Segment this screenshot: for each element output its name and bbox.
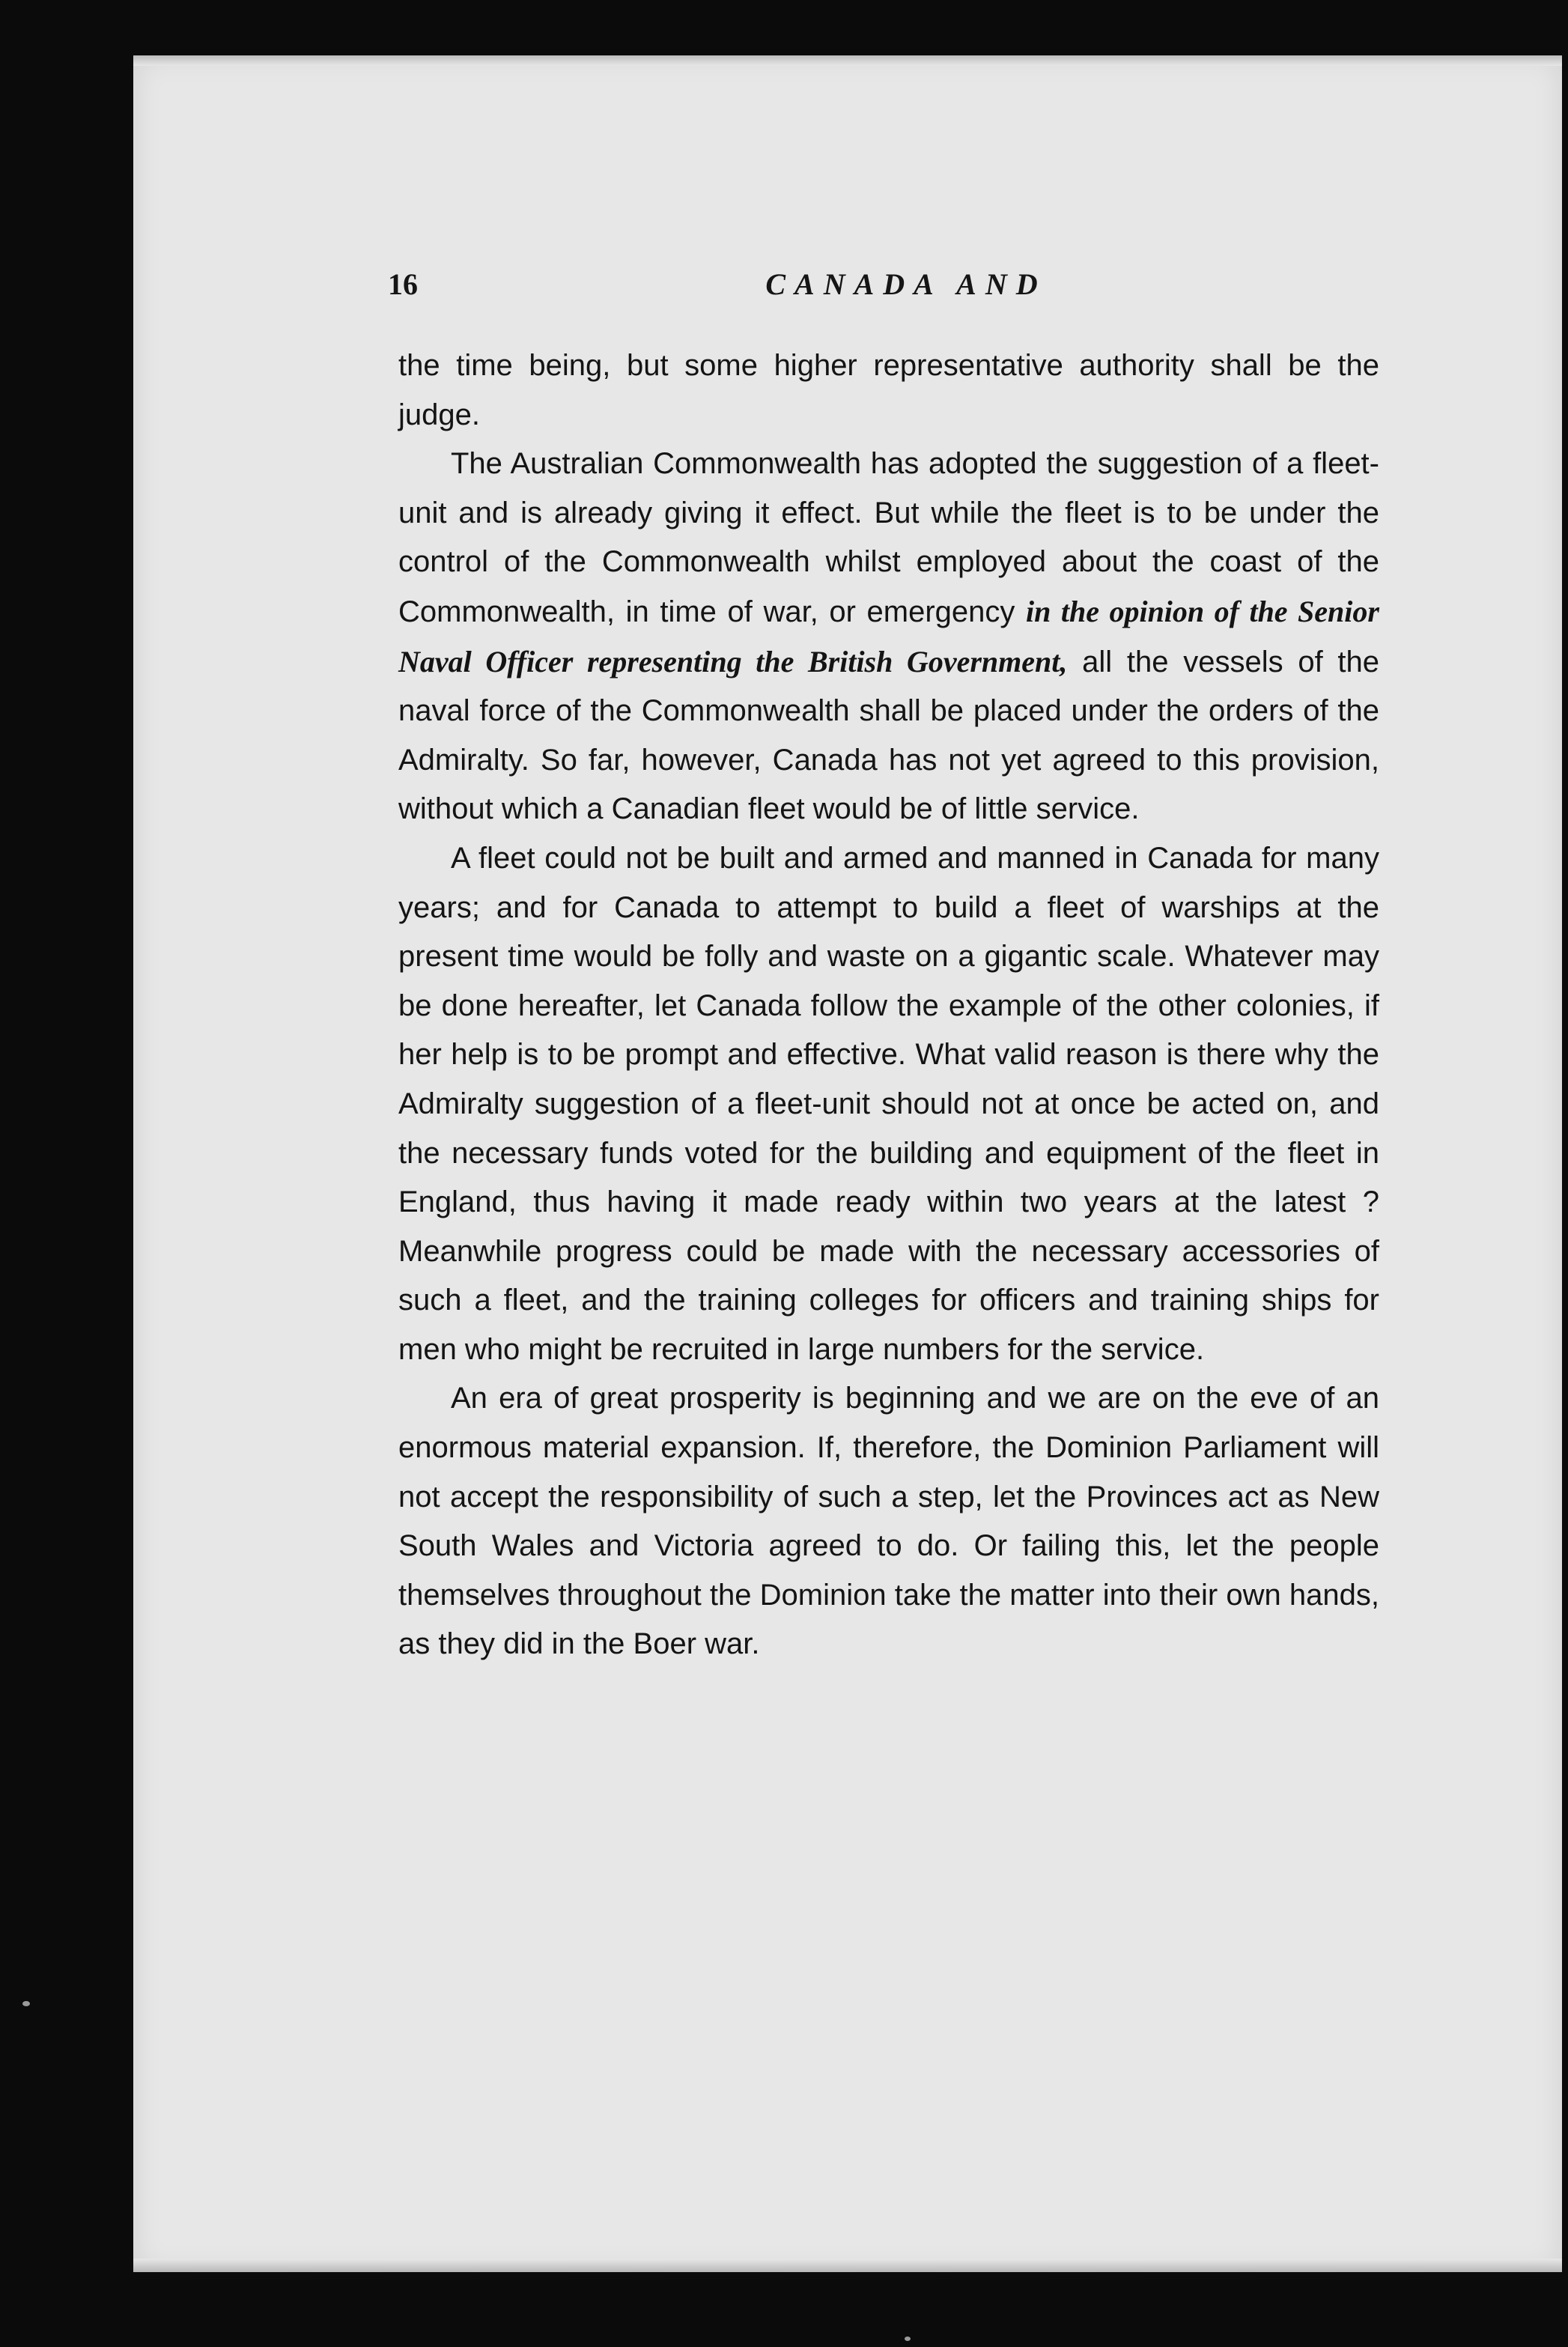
paragraph-text-after: all the vessels of the naval force of the Commonwealth shall be placed under the orders of the Admiralty. So far, however, Canada has not yet agreed to this provision, without which a Canadian fleet would be of little service. [398,645,1380,826]
paragraph [398,1374,1379,1669]
paragraph-text: A fleet could not be built and armed and manned in Canada for many years; and for Canada to attempt to build a fleet of warships at the present time would be folly and waste on a gigantic scale. Whatever may be done hereafter, let Canada follow the example of the other colonies, if her help is to be prompt and effective. What valid reason is there why the Admiralty suggestion of a fleet-unit should not at once be acted on, and the necessary funds voted for the building and equipment of the fleet in England, thus having it made ready within two years at the latest ? Meanwhile progress could be made with the necessary accessories of such a fleet, and the training colleges for officers and training ships for men who might be recruited in large numbers for the service. [398,841,1379,1366]
paragraph-emphasis: in the opinion of the Senior Naval Officer representing the British Government, [398,594,1379,678]
paragraph-text: An era of great prosperity is beginning and we are on the eve of an enormous material expansion. If, therefore, the Dominion Parliament will not accept the responsibility of such a step, let the Provinces act as New South Wales and Victoria agreed to do. Or failing this, let the people themselves throughout the Dominion take the matter into their own hands, as they did in the Boer war. [398,1382,1379,1661]
paragraph [398,341,1379,440]
paragraph-text: The Australian Commonwealth has adopted the suggestion of a fleet-unit and is already giving it effect. But while the fleet is to be under the control of the Commonwealth whilst employed about the coast of the Commonwealth, in time of war, or emergency [398,447,1379,628]
running-head: CANADA AND [765,267,1047,301]
scan-speck [905,2337,911,2341]
paragraph [398,834,1379,1375]
paragraph [398,440,1379,834]
page-number: 16 [388,267,418,301]
body-text [398,341,1379,1669]
paragraph-text: the time being, but some higher representative authority shall be the judge. [398,349,1379,431]
scan-speck [22,2001,30,2006]
page-header [388,267,1379,312]
